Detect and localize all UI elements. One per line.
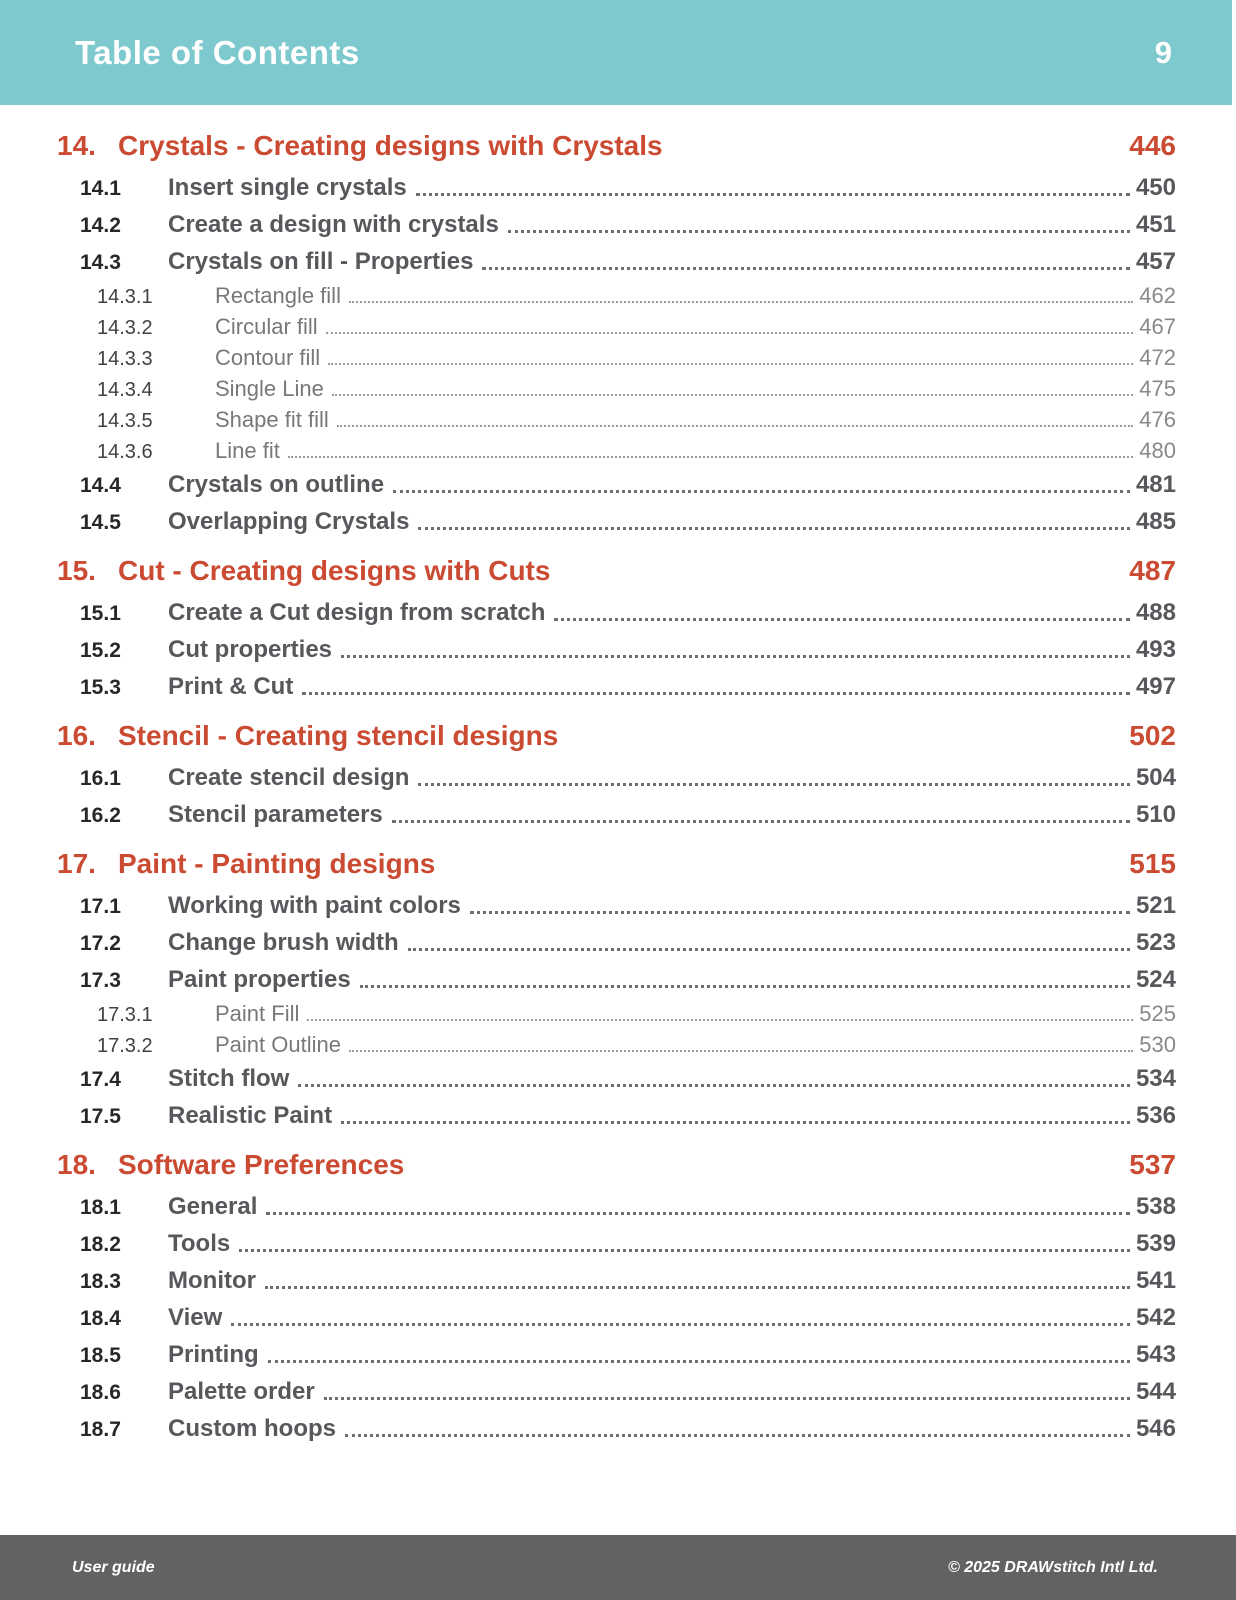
entry-page: 497 <box>1135 673 1176 700</box>
entry-number: 17.1 <box>80 895 121 918</box>
entry-title: Contour fill <box>215 345 321 370</box>
footer-right-text: © 2025 DRAWstitch Intl Ltd. <box>947 1558 1158 1576</box>
page-title: Table of Contents <box>75 33 360 71</box>
toc-chapter-row[interactable] <box>57 123 1176 169</box>
entry-title: Line fit <box>215 438 280 463</box>
entry-number: 14.3.2 <box>97 317 153 339</box>
entry-title: Crystals on fill - Properties <box>168 248 474 275</box>
entry-title: Rectangle fill <box>215 283 341 308</box>
entry-title: Stencil parameters <box>168 801 383 828</box>
entry-title: Cut - Creating designs with Cuts <box>118 555 551 586</box>
dot-leader <box>332 394 1133 396</box>
dot-leader <box>416 193 1130 196</box>
dot-leader <box>328 363 1133 365</box>
entry-title: View <box>168 1304 223 1331</box>
dot-leader <box>392 820 1130 823</box>
entry-number: 15. <box>57 555 96 586</box>
toc-chapter-row[interactable] <box>57 713 1176 759</box>
dot-leader <box>298 1084 1130 1087</box>
entry-number: 15.3 <box>80 676 121 699</box>
entry-title: General <box>168 1193 258 1220</box>
entry-title: Insert single crystals <box>168 174 407 201</box>
toc-entry-row[interactable] <box>57 1029 1176 1060</box>
entry-title: Circular fill <box>215 314 318 339</box>
dot-leader <box>349 301 1133 303</box>
entry-number: 14.2 <box>80 214 121 237</box>
entry-page: 462 <box>1139 283 1176 308</box>
entry-page: 543 <box>1135 1341 1176 1368</box>
entry-page: 472 <box>1139 345 1176 370</box>
entry-page: 475 <box>1139 376 1176 401</box>
toc-entry-row[interactable] <box>57 206 1176 243</box>
toc-entry-row[interactable] <box>57 1373 1176 1410</box>
entry-page: 525 <box>1139 1001 1176 1026</box>
toc-chapter-row[interactable] <box>57 1142 1176 1188</box>
footer-left-text: User guide <box>72 1558 155 1576</box>
entry-number: 14.3.3 <box>97 348 153 370</box>
entry-page: 539 <box>1135 1230 1176 1257</box>
toc-entry-row[interactable] <box>57 924 1176 961</box>
toc-entry-row[interactable] <box>57 466 1176 503</box>
entry-title: Crystals on outline <box>168 471 385 498</box>
dot-leader <box>554 618 1130 621</box>
entry-page: 541 <box>1135 1267 1176 1294</box>
dot-leader <box>265 1286 1130 1289</box>
entry-page: 476 <box>1139 407 1176 432</box>
entry-title: Paint - Painting designs <box>118 848 436 879</box>
entry-number: 17.5 <box>80 1105 121 1128</box>
entry-title: Create stencil design <box>168 764 410 791</box>
entry-number: 17.3.1 <box>97 1004 153 1026</box>
entry-title: Paint Fill <box>215 1001 300 1026</box>
toc-entry-row[interactable] <box>57 1225 1176 1262</box>
entry-number: 17.2 <box>80 932 121 955</box>
entry-title: Tools <box>168 1230 231 1257</box>
dot-leader <box>326 332 1134 334</box>
entry-page: 446 <box>1129 130 1176 161</box>
dot-leader <box>470 911 1130 914</box>
entry-title: Software Preferences <box>118 1149 405 1180</box>
entry-number: 18.1 <box>80 1196 121 1219</box>
dot-leader <box>307 1019 1133 1021</box>
entry-page: 457 <box>1135 248 1176 275</box>
entry-title: Paint Outline <box>215 1032 341 1057</box>
entry-page: 451 <box>1135 211 1176 238</box>
toc-chapter-row[interactable] <box>57 841 1176 887</box>
entry-title: Shape fit fill <box>215 407 329 432</box>
entry-number: 18.7 <box>80 1418 121 1441</box>
toc-entry-row[interactable] <box>57 1262 1176 1299</box>
entry-number: 18.6 <box>80 1381 121 1404</box>
entry-title: Cut properties <box>168 636 333 663</box>
entry-number: 14.3.1 <box>97 286 153 308</box>
entry-number: 18. <box>57 1149 96 1180</box>
entry-title: Printing <box>168 1341 259 1368</box>
entry-number: 18.4 <box>80 1307 121 1330</box>
entry-page: 530 <box>1139 1032 1176 1057</box>
entry-page: 515 <box>1129 848 1176 879</box>
dot-leader <box>345 1434 1130 1437</box>
entry-page: 521 <box>1135 892 1176 919</box>
entry-title: Stencil - Creating stencil designs <box>118 720 559 751</box>
entry-number: 16. <box>57 720 96 751</box>
dot-leader <box>337 425 1134 427</box>
entry-number: 17.4 <box>80 1068 121 1091</box>
toc-entry-row[interactable] <box>57 1336 1176 1373</box>
dot-leader <box>508 230 1130 233</box>
dot-leader <box>266 1212 1130 1215</box>
toc-entry-row[interactable] <box>57 1097 1176 1134</box>
toc-entry-row[interactable] <box>57 243 1176 280</box>
entry-page: 544 <box>1135 1378 1176 1405</box>
entry-page: 485 <box>1135 508 1176 535</box>
toc-entry-row[interactable] <box>57 342 1176 373</box>
entry-number: 17.3 <box>80 969 121 992</box>
entry-page: 523 <box>1135 929 1176 956</box>
toc-entry-row[interactable] <box>57 503 1176 540</box>
entry-page: 493 <box>1135 636 1176 663</box>
entry-page: 538 <box>1135 1193 1176 1220</box>
entry-page: 534 <box>1135 1065 1176 1092</box>
entry-page: 542 <box>1135 1304 1176 1331</box>
dot-leader <box>418 783 1130 786</box>
page-footer <box>0 1535 1236 1600</box>
dot-leader <box>408 948 1130 951</box>
toc-entry-row[interactable] <box>57 1060 1176 1097</box>
toc-entry-row[interactable] <box>57 668 1176 705</box>
entry-number: 17.3.2 <box>97 1035 153 1057</box>
entry-number: 15.1 <box>80 602 121 625</box>
entry-page: 450 <box>1135 174 1176 201</box>
entry-page: 480 <box>1139 438 1176 463</box>
entry-page: 481 <box>1135 471 1176 498</box>
entry-number: 18.2 <box>80 1233 121 1256</box>
toc-entry-row[interactable] <box>57 404 1176 435</box>
toc-chapter <box>57 841 1176 1134</box>
toc-entry-row[interactable] <box>57 1188 1176 1225</box>
toc-entry-row[interactable] <box>57 280 1176 311</box>
toc-entry-row[interactable] <box>57 961 1176 998</box>
entry-page: 504 <box>1135 764 1176 791</box>
entry-number: 14.3 <box>80 251 121 274</box>
toc-entry-row[interactable] <box>57 373 1176 404</box>
toc-entry-row[interactable] <box>57 998 1176 1029</box>
entry-number: 14.3.5 <box>97 410 153 432</box>
entry-number: 14.4 <box>80 474 121 497</box>
entry-number: 14. <box>57 130 96 161</box>
entry-title: Change brush width <box>168 929 399 956</box>
entry-number: 18.5 <box>80 1344 121 1367</box>
dot-leader <box>239 1249 1130 1252</box>
toc-entry-row[interactable] <box>57 1410 1176 1447</box>
toc-entry-row[interactable] <box>57 1299 1176 1336</box>
dot-leader <box>324 1397 1130 1400</box>
toc-list <box>0 105 1236 1447</box>
entry-page: 488 <box>1135 599 1176 626</box>
entry-page: 487 <box>1129 555 1176 586</box>
entry-number: 14.5 <box>80 511 121 534</box>
entry-title: Create a Cut design from scratch <box>168 599 546 626</box>
entry-page: 537 <box>1129 1149 1176 1180</box>
entry-title: Create a design with crystals <box>168 211 499 238</box>
dot-leader <box>231 1323 1130 1326</box>
entry-title: Crystals - Creating designs with Crystals <box>118 130 663 161</box>
toc-chapter-row[interactable] <box>57 548 1176 594</box>
dot-leader <box>360 985 1130 988</box>
header-page-number: 9 <box>1154 34 1172 70</box>
toc-entry-row[interactable] <box>57 796 1176 833</box>
entry-number: 16.1 <box>80 767 121 790</box>
entry-number: 14.3.4 <box>97 379 153 401</box>
toc-chapter <box>57 548 1176 705</box>
toc-entry-row[interactable] <box>57 169 1176 206</box>
dot-leader <box>482 267 1130 270</box>
entry-title: Realistic Paint <box>168 1102 333 1129</box>
dot-leader <box>341 1121 1130 1124</box>
toc-chapter <box>57 1142 1176 1447</box>
entry-number: 14.3.6 <box>97 441 153 463</box>
entry-title: Overlapping Crystals <box>168 508 410 535</box>
dot-leader <box>349 1050 1133 1052</box>
toc-entry-row[interactable] <box>57 311 1176 342</box>
entry-title: Palette order <box>168 1378 315 1405</box>
entry-page: 546 <box>1135 1415 1176 1442</box>
toc-entry-row[interactable] <box>57 759 1176 796</box>
toc-entry-row[interactable] <box>57 887 1176 924</box>
toc-chapter <box>57 123 1176 540</box>
page-header <box>0 0 1232 105</box>
entry-title: Paint properties <box>168 966 351 993</box>
entry-page: 502 <box>1129 720 1176 751</box>
entry-title: Monitor <box>168 1267 256 1294</box>
entry-page: 536 <box>1135 1102 1176 1129</box>
dot-leader <box>418 527 1130 530</box>
entry-page: 510 <box>1135 801 1176 828</box>
entry-page: 524 <box>1135 966 1176 993</box>
entry-number: 15.2 <box>80 639 121 662</box>
entry-number: 14.1 <box>80 177 121 200</box>
dot-leader <box>302 692 1130 695</box>
dot-leader <box>268 1360 1130 1363</box>
entry-title: Custom hoops <box>168 1415 336 1442</box>
dot-leader <box>288 456 1133 458</box>
entry-page: 467 <box>1139 314 1176 339</box>
entry-number: 16.2 <box>80 804 121 827</box>
entry-title: Print & Cut <box>168 673 294 700</box>
dot-leader <box>393 490 1130 493</box>
entry-number: 17. <box>57 848 96 879</box>
toc-chapter <box>57 713 1176 833</box>
toc-entry-row[interactable] <box>57 435 1176 466</box>
entry-title: Working with paint colors <box>168 892 461 919</box>
toc-entry-row[interactable] <box>57 631 1176 668</box>
entry-title: Stitch flow <box>168 1065 290 1092</box>
entry-title: Single Line <box>215 376 324 401</box>
dot-leader <box>341 655 1130 658</box>
entry-number: 18.3 <box>80 1270 121 1293</box>
toc-entry-row[interactable] <box>57 594 1176 631</box>
